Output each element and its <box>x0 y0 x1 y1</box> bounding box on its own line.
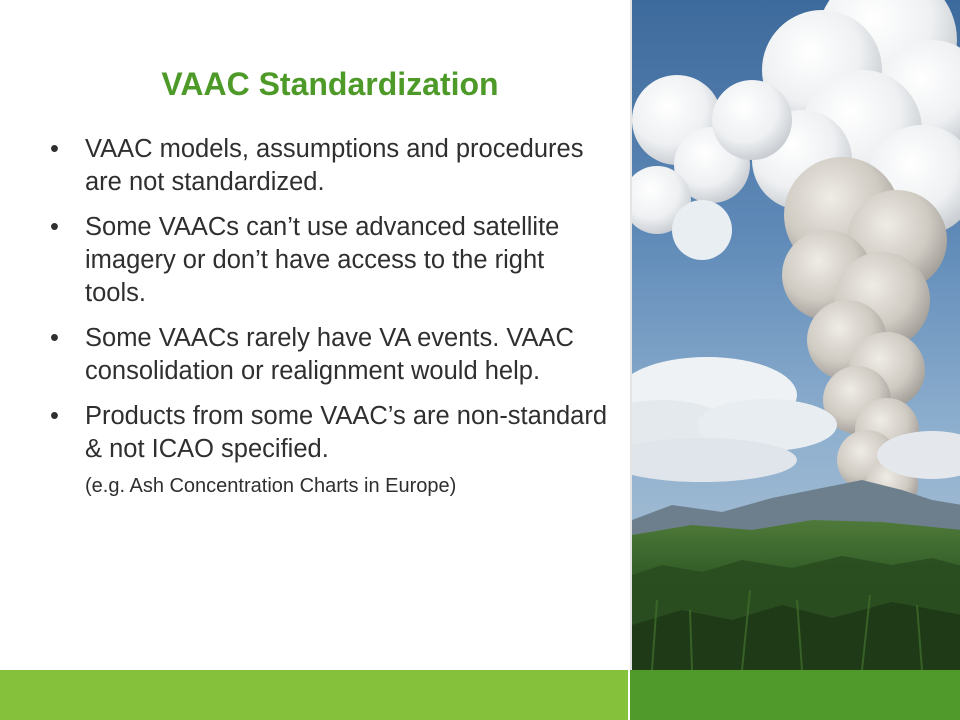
slide-title: VAAC Standardization <box>161 66 499 102</box>
bullet-item <box>50 400 610 500</box>
bullet-item <box>50 133 610 199</box>
bullet-marker: • <box>50 402 59 430</box>
bullet-list <box>50 133 610 512</box>
bullet-note: (e.g. Ash Concentration Charts in Europe) <box>85 475 457 497</box>
bullet-marker: • <box>50 135 59 163</box>
volcano-eruption-photo <box>630 0 960 670</box>
bullet-text: Products from some VAAC’s are non-standard & not ICAO specified. <box>85 402 608 463</box>
bullet-text: VAAC models, assumptions and procedures are not standardized. <box>85 135 584 196</box>
bullet-text: Some VAACs can’t use advanced satellite imagery or don’t have access to the right tools. <box>85 213 560 307</box>
bullet-text: Some VAACs rarely have VA events. VAAC consolidation or realignment would help. <box>85 324 574 385</box>
footer-bar-left <box>0 670 628 720</box>
bullet-item <box>50 211 610 310</box>
bullet-marker: • <box>50 324 59 352</box>
footer-bar-right <box>630 670 960 720</box>
bullet-item <box>50 322 610 388</box>
bullet-marker: • <box>50 213 59 241</box>
